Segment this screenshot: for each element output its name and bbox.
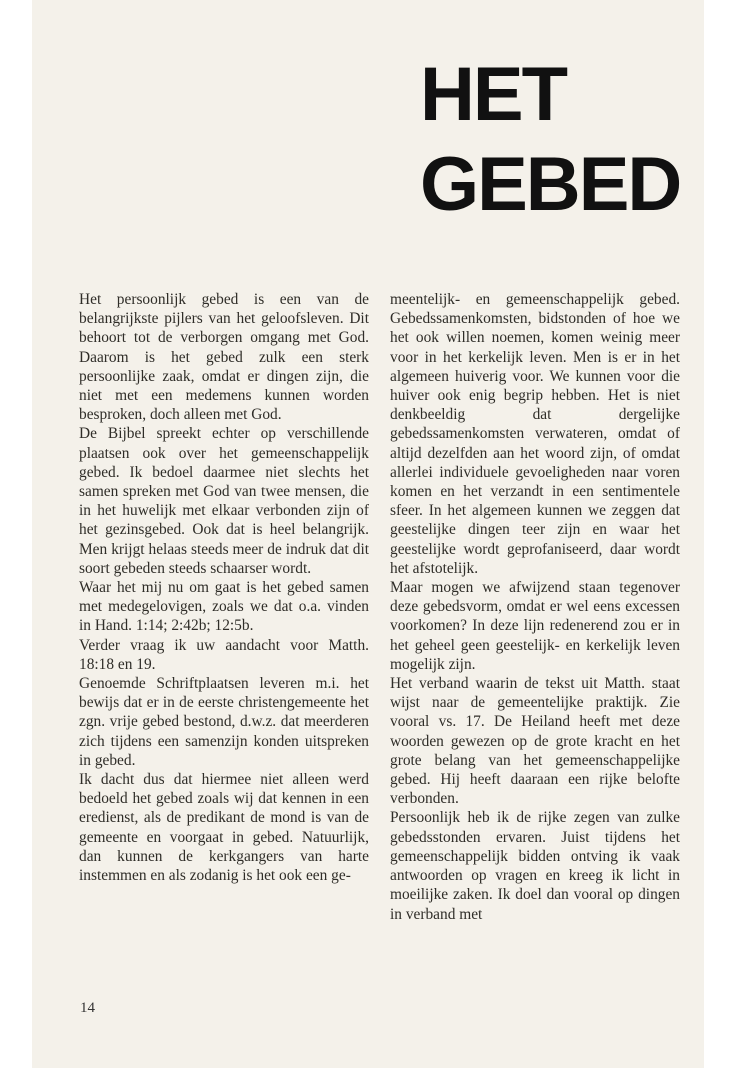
- paragraph: Waar het mij nu om gaat is het gebed samen met medegelovigen, zoals we dat o.a. vinden in Hand. 1:14; 2:42b; 12:5b.: [79, 579, 369, 635]
- article-title: [420, 50, 680, 230]
- paragraph: Ik dacht dus dat hiermee niet alleen werd bedoeld het gebed zoals wij dat kennen in een eredienst, als de predikant de mond is van de gemeente en voorgaat in gebed. Natuurlijk, dan kunnen de kerkgangers van harte instemmen en als zodanig is het ook een ge-: [79, 771, 369, 885]
- left-text-column: [79, 290, 369, 885]
- paragraph: meentelijk- en gemeenschappelijk gebed. Gebedssamenkomsten, bidstonden of hoe we het ook willen noemen, komen weinig meer voor in het kerkelijk leven. Men is er in het algemeen huiverig voor. We kunnen voor die huiver ook enig begrip hebben. Het is niet denkbeeldig dat dergelijke gebedssamenkomsten verwateren, omdat of altijd dezelfden aan het woord zijn, of omdat allerlei individuele gevoeligheden naar voren komen en het verzandt in een sentimentele sfeer. In het algemeen kunnen we zeggen dat geestelijke dingen teer zijn en waar het geestelijke wordt geprofaniseerd, daar wordt het afstotelijk.: [390, 291, 680, 577]
- paragraph: Verder vraag ik uw aandacht voor Matth. 18:18 en 19.: [79, 636, 369, 673]
- paragraph: Het persoonlijk gebed is een van de belangrijkste pijlers van het geloofsleven. Dit behoort tot de verborgen omgang met God. Daarom is het gebed zulk een sterk persoonlijke zaak, omdat er dingen zijn, die niet met een medemens kunnen worden besproken, doch alleen met God.: [79, 291, 369, 424]
- title-line-1: HET: [420, 52, 566, 137]
- paragraph: Het verband waarin de tekst uit Matth. staat wijst naar de gemeentelijke praktijk. Zie vooral vs. 17. De Heiland heeft met deze woorden gewezen op de grote kracht en het grote belang van het gemeenschappelijke gebed. Hij heeft daaraan een rijke belofte verbonden.: [390, 675, 680, 808]
- paragraph: Persoonlijk heb ik de rijke zegen van zulke gebedsstonden ervaren. Juist tijdens het gemeenschappelijk bidden ontving ik vaak antwoorden op vragen en kreeg ik licht in moeilijke zaken. Ik doel dan vooral op dingen in verband met: [390, 809, 680, 923]
- right-text-column: [390, 290, 680, 924]
- page-number: 14: [80, 1000, 95, 1016]
- paragraph: Maar mogen we afwijzend staan tegenover deze gebedsvorm, omdat er wel eens excessen voorkomen? In deze lijn redenerend zou er in het geheel geen geestelijk- en kerkelijk leven mogelijk zijn.: [390, 579, 680, 673]
- title-line-2: GEBED: [420, 142, 681, 227]
- paragraph: De Bijbel spreekt echter op verschillende plaatsen ook over het gemeenschappelijk gebed. Ik bedoel daarmee niet slechts het samen spreken met God van twee mensen, die in het huwelijk met elkaar verbonden zijn of het gezinsgebed. Ook dat is heel belangrijk. Men krijgt helaas steeds meer de indruk dat dit soort gebeden steeds schaarser wordt.: [79, 425, 369, 577]
- paragraph: Genoemde Schriftplaatsen leveren m.i. het bewijs dat er in de eerste christengemeente het zgn. vrije gebed bestond, d.w.z. dat meerderen zich tijdens een samenzijn konden uitspreken in gebed.: [79, 675, 369, 769]
